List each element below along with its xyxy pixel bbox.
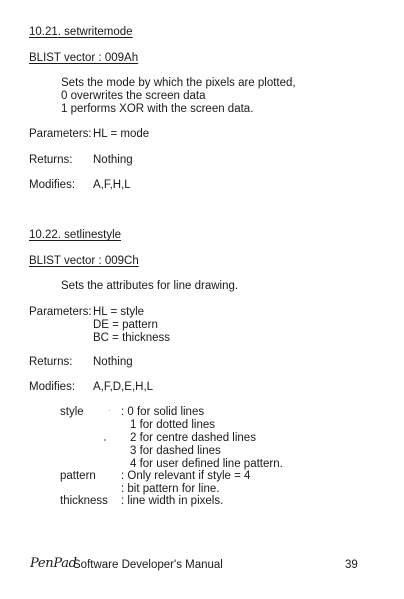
parameter-thickness: BC = thickness (93, 332, 171, 344)
pattern-label: pattern (60, 470, 96, 482)
modifies-label: Modifies: (29, 179, 76, 191)
modifies-label: Modifies: (29, 381, 76, 393)
style-value-1: 1 for dotted lines (130, 419, 216, 431)
description-line: Sets the mode by which the pixels are plotted, (61, 77, 296, 89)
modifies-value: A,F,H,L (93, 179, 131, 191)
style-value-4: 4 for user defined line pattern. (130, 458, 283, 470)
parameters-label: Parameters: (29, 306, 92, 318)
section-heading-setwritemode: 10.21. setwritemode (29, 26, 133, 38)
section-heading-setlinestyle: 10.22. setlinestyle (29, 229, 122, 241)
returns-value: Nothing (93, 154, 133, 166)
returns-label: Returns: (29, 356, 73, 368)
thickness-value: : line width in pixels. (121, 495, 224, 507)
scan-speck (109, 410, 110, 411)
penpad-logo: PenPad (30, 556, 77, 571)
parameters-value: HL = mode (93, 128, 150, 140)
thickness-label: thickness (60, 495, 108, 507)
style-label: style (60, 406, 84, 418)
returns-label: Returns: (29, 154, 73, 166)
description-line: Sets the attributes for line drawing. (61, 280, 239, 292)
parameters-label: Parameters: (29, 128, 92, 140)
footer-title: Software Developer's Manual (73, 559, 223, 571)
style-value-2: 2 for centre dashed lines (130, 432, 256, 444)
description-line: 0 overwrites the screen data (61, 90, 206, 102)
style-value-3: 3 for dashed lines (130, 445, 221, 457)
page-number: 39 (345, 559, 358, 571)
blist-vector-009c: BLIST vector : 009Ch (29, 255, 139, 267)
parameter-style: HL = style (93, 306, 145, 318)
modifies-value: A,F,D,E,H,L (93, 381, 154, 393)
pattern-value-0: : Only relevant if style = 4 (121, 470, 251, 482)
style-value-0: : 0 for solid lines (121, 406, 205, 418)
pattern-value-1: : bit pattern for line. (121, 483, 220, 495)
blist-vector-009a: BLIST vector : 009Ah (29, 52, 139, 64)
parameter-pattern: DE = pattern (93, 319, 158, 331)
returns-value: Nothing (93, 356, 133, 368)
description-line: 1 performs XOR with the screen data. (61, 103, 254, 115)
scan-speck (104, 439, 106, 441)
